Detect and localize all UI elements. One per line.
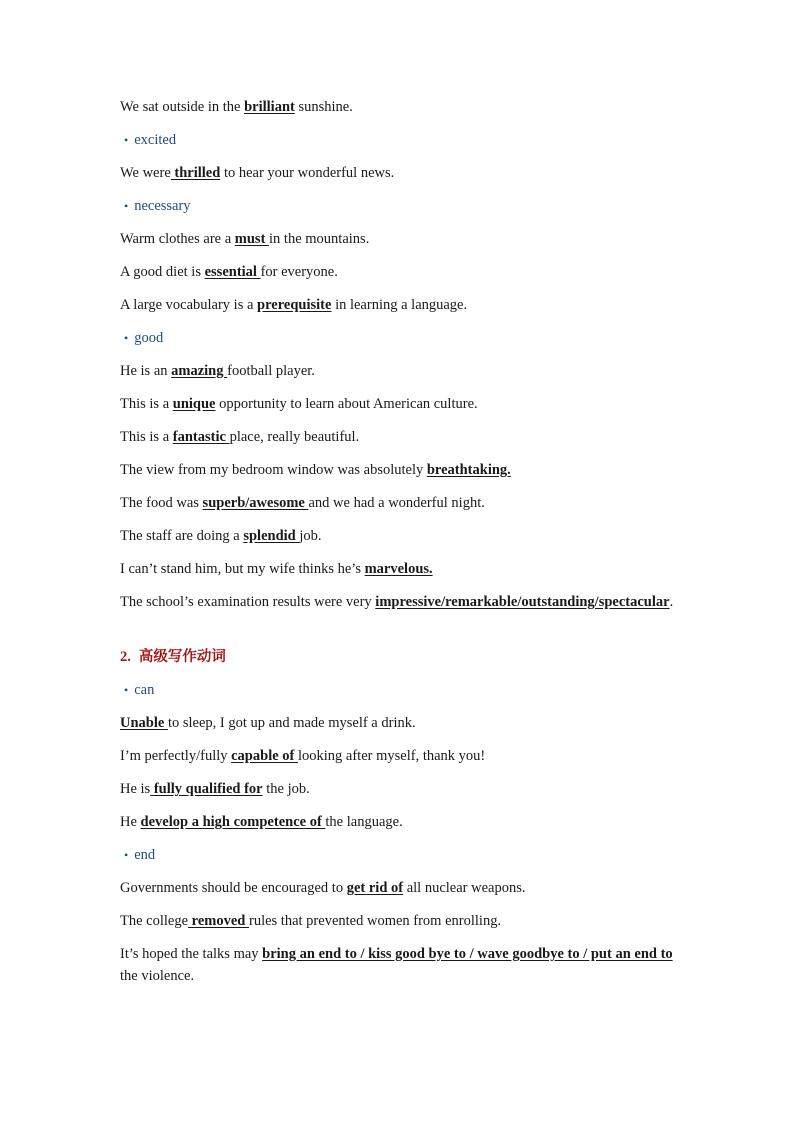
example-sentence	[120, 459, 690, 481]
sentence-text: We sat outside in the	[120, 99, 245, 115]
example-sentence	[120, 778, 690, 800]
sentence-text: He is	[120, 781, 151, 797]
example-sentence	[120, 393, 690, 415]
sentence-text: I can’t stand him, but my wife thinks he’s	[120, 561, 365, 577]
example-sentence	[120, 228, 690, 250]
sentence-text: The college	[120, 913, 189, 929]
keyword: thrilled	[170, 165, 221, 181]
sentence-text: This is a	[120, 396, 173, 412]
example-sentence	[120, 261, 690, 283]
keyword: removed	[188, 913, 249, 929]
sentence-text: opportunity to learn about American culture.	[215, 396, 478, 412]
sentence-text: rules that prevented women from enrolling.	[249, 913, 502, 929]
bullet-label: necessary	[134, 198, 191, 214]
sentence-text: for everyone.	[260, 264, 338, 280]
bullet-label: end	[134, 847, 156, 863]
sentence-text: He is an	[120, 363, 172, 379]
sentence-text: The school’s examination results were very	[120, 594, 376, 610]
example-sentence	[120, 877, 690, 899]
bullet-heading-excited	[120, 129, 690, 151]
keyword: brilliant	[244, 99, 295, 115]
section-number: 2.	[120, 649, 131, 665]
sentence-text: We were	[120, 165, 171, 181]
keyword: marvelous.	[364, 561, 433, 577]
sentence-text: I’m perfectly/fully	[120, 748, 232, 764]
example-sentence	[120, 558, 690, 580]
example-sentence	[120, 712, 690, 734]
sentence-text: job.	[299, 528, 322, 544]
keyword: unique	[172, 396, 216, 412]
bullet-icon: •	[124, 133, 129, 147]
example-sentence	[120, 96, 690, 118]
sentence-text: all nuclear weapons.	[403, 880, 526, 896]
keyword: fully qualified for	[150, 781, 263, 797]
sentence-text: This is a	[120, 429, 173, 445]
example-sentence	[120, 360, 690, 382]
keyword: superb/awesome	[202, 495, 309, 511]
sentence-text: The view from my bedroom window was absolutely	[120, 462, 427, 478]
bullet-label: can	[134, 682, 155, 698]
sentence-text: A good diet is	[120, 264, 205, 280]
example-sentence	[120, 745, 690, 767]
bullet-heading-end	[120, 844, 690, 866]
keyword: amazing	[171, 363, 228, 379]
keyword: splendid	[243, 528, 300, 544]
keyword: impressive/remarkable/outstanding/spectacular	[375, 594, 670, 610]
sentence-text: looking after myself, thank you!	[297, 748, 486, 764]
sentence-text: football player.	[227, 363, 315, 379]
keyword: fantastic	[172, 429, 230, 445]
section-heading	[120, 646, 690, 668]
example-sentence	[120, 591, 690, 613]
sentence-text: The staff are doing a	[120, 528, 244, 544]
sentence-text: Governments should be encouraged to	[120, 880, 347, 896]
bullet-label: good	[134, 330, 164, 346]
section-title: 高级写作动词	[138, 649, 226, 665]
sentence-text: The food was	[120, 495, 203, 511]
sentence-text: .	[669, 594, 674, 610]
keyword: prerequisite	[257, 297, 332, 313]
sentence-text: place, really beautiful.	[229, 429, 360, 445]
example-sentence	[120, 811, 690, 833]
example-sentence	[120, 294, 690, 316]
bullet-icon: •	[124, 848, 129, 862]
sentence-text: sunshine.	[294, 99, 353, 115]
sentence-text: in the mountains.	[269, 231, 370, 247]
document-page	[120, 96, 690, 998]
sentence-text: He	[120, 814, 141, 830]
keyword: capable of	[231, 748, 298, 764]
keyword: develop a high competence of	[140, 814, 326, 830]
bullet-heading-necessary	[120, 195, 690, 217]
bullet-icon: •	[124, 331, 129, 345]
sentence-text: to sleep, I got up and made myself a drink.	[167, 715, 416, 731]
sentence-text: the language.	[325, 814, 403, 830]
example-sentence	[120, 910, 690, 932]
sentence-text: the violence.	[120, 968, 195, 984]
example-sentence	[120, 426, 690, 448]
example-sentence	[120, 162, 690, 184]
keyword: Unable	[120, 715, 168, 731]
bullet-heading-good	[120, 327, 690, 349]
sentence-text: the job.	[262, 781, 310, 797]
example-sentence	[120, 943, 690, 987]
sentence-text: It’s hoped the talks may	[120, 946, 263, 962]
bullet-label: excited	[134, 132, 177, 148]
bullet-icon: •	[124, 199, 129, 213]
sentence-text: to hear your wonderful news.	[220, 165, 395, 181]
example-sentence	[120, 525, 690, 547]
keyword: must	[234, 231, 270, 247]
bullet-icon: •	[124, 683, 129, 697]
example-sentence	[120, 492, 690, 514]
keyword: bring an end to / kiss good bye to / wave goodbye to / put an end to	[262, 946, 673, 962]
sentence-text: in learning a language.	[331, 297, 468, 313]
sentence-text: and we had a wonderful night.	[308, 495, 485, 511]
sentence-text: Warm clothes are a	[120, 231, 235, 247]
keyword: essential	[204, 264, 261, 280]
bullet-heading-can	[120, 679, 690, 701]
sentence-text: A large vocabulary is a	[120, 297, 258, 313]
keyword: breathtaking.	[426, 462, 511, 478]
keyword: get rid of	[346, 880, 404, 896]
